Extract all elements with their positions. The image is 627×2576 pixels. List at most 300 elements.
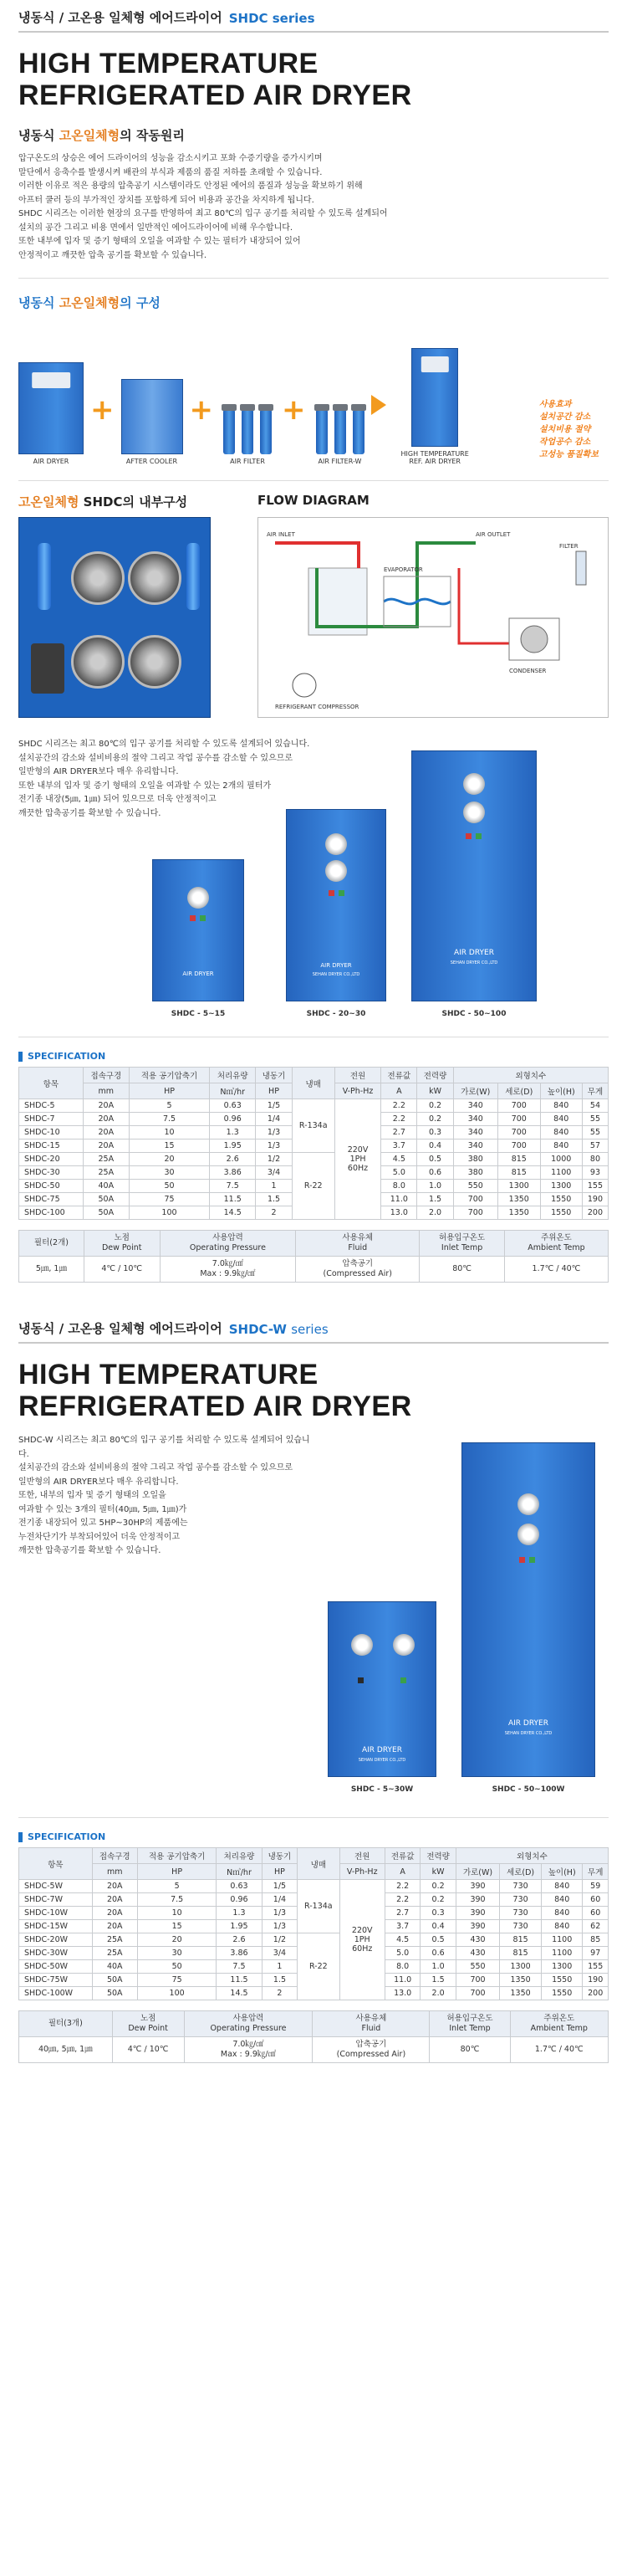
- principle-line: 설치의 공간 그리고 비용 면에서 일반적인 에어드라이어에 비해 우수합니다.: [18, 223, 293, 233]
- spec-unit-u_hp: HP: [137, 1864, 216, 1880]
- spec-cell: 2.6: [209, 1153, 255, 1166]
- comp-after-cooler-label: AFTER COOLER: [125, 458, 178, 465]
- spec-cell: 0.5: [417, 1153, 453, 1166]
- spec-cell: 7.5: [137, 1893, 216, 1907]
- spec-unit-width: 가로(W): [453, 1083, 497, 1099]
- spec-header-power: 전원: [334, 1068, 380, 1083]
- spec-cell: 840: [541, 1893, 582, 1907]
- spec-cell: 1/3: [262, 1907, 297, 1920]
- spec-cell: 0.63: [217, 1880, 262, 1893]
- composition-heading-pre: 냉동식: [18, 295, 59, 310]
- spec-cell: 155: [582, 1180, 608, 1193]
- spec-cell: 1350: [497, 1193, 540, 1206]
- flow-label-evaporator: EVAPORATOR: [384, 566, 423, 573]
- spec-cell: 340: [453, 1099, 497, 1113]
- cond-header-ko: 허용입구온도: [439, 1233, 486, 1242]
- spec-cell: 2.2: [385, 1893, 420, 1907]
- run-button-icon: [476, 833, 482, 839]
- product-medium: [286, 809, 386, 1001]
- gauge-icon: [187, 887, 209, 909]
- spec-cell: 390: [456, 1920, 499, 1933]
- spec-thead: [19, 1848, 609, 1880]
- benefit-title: 사용효과: [538, 400, 572, 409]
- spec-cell-model: SHDC-10: [19, 1126, 84, 1139]
- table-row: [19, 1099, 609, 1113]
- spec-cell: 15: [130, 1139, 210, 1153]
- spec-cell: 340: [453, 1139, 497, 1153]
- spec-unit-u_current: A: [385, 1864, 420, 1880]
- spec-cell: 3.7: [381, 1139, 417, 1153]
- principle-line: 아프터 쿨러 등의 부가적인 장치를 포함하게 되어 비용과 공간을 차지하게 됩니다.: [18, 195, 314, 205]
- spec-cell: 20A: [83, 1126, 129, 1139]
- fluid-line: (Compressed Air): [336, 2050, 406, 2059]
- cond-header-filter: 필터(2개): [19, 1231, 84, 1257]
- feature-line: 전기종 내장되어 있고 5HP~30HP의 제품에는: [18, 1518, 188, 1528]
- spec-cell: 840: [540, 1099, 582, 1113]
- spec-cell: 25A: [92, 1947, 137, 1960]
- principle-heading-post: 의 작동원리: [120, 128, 185, 143]
- result-line-1: HIGH TEMPERATURE: [400, 450, 469, 458]
- spec-cell-model: SHDC-30: [19, 1166, 84, 1180]
- feature-line: 여과할 수 있는 3개의 필터(40㎛, 5㎛, 1㎛)가: [18, 1504, 187, 1514]
- spec-cell: 0.4: [417, 1139, 453, 1153]
- spec-cell: 1300: [497, 1180, 540, 1193]
- pressure-line: 7.0㎏/㎠: [232, 2040, 264, 2049]
- power-line: 220V: [351, 1926, 373, 1935]
- spec-header-capacity: 처리유량: [209, 1068, 255, 1083]
- spec-cell: 1550: [540, 1206, 582, 1220]
- spec-header-hp: 적용 공기압축기: [137, 1848, 216, 1864]
- spec-cell-refrigerant: R-134a: [292, 1099, 334, 1153]
- spec-cell-refrigerant: R-134a: [298, 1880, 339, 1933]
- principle-line: SHDC 시리즈는 이러한 현장의 요구를 반영하여 최고 80℃의 입구 공기를 처리할 수 있도록 설계되어: [18, 209, 388, 218]
- comp-after-cooler: [121, 379, 183, 465]
- cond-header-dew_en: [112, 2011, 184, 2037]
- stop-button-icon: [190, 915, 196, 921]
- plus-icon: +: [90, 393, 115, 427]
- cond-header-op_en: [184, 2011, 313, 2037]
- spec-cell: 20A: [92, 1880, 137, 1893]
- stop-button-icon: [466, 833, 472, 839]
- spec-cell: 1/2: [262, 1933, 297, 1947]
- spec-cell: 20: [130, 1153, 210, 1166]
- fan-icon: [128, 635, 181, 689]
- spec-cell: 3/4: [256, 1166, 292, 1180]
- spec-cell-model: SHDC-75: [19, 1193, 84, 1206]
- cond-header-en: Ambient Temp: [528, 1243, 585, 1252]
- cond-header-ko: 사용압력: [232, 2014, 264, 2023]
- spec-table: [18, 1847, 609, 2000]
- product-label: AIR DRYER: [454, 949, 494, 957]
- principle-line: 압구온도의 상승은 에어 드라이어의 성능을 감소시키고 포화 수증기량을 증가시키며: [18, 154, 323, 163]
- spec-cell-model: SHDC-100W: [19, 1987, 93, 2000]
- spec-cell: 390: [456, 1880, 499, 1893]
- cond-header-ko: 주위온도: [543, 2014, 575, 2023]
- spec-cell: 700: [456, 1974, 499, 1987]
- title-line-1: HIGH TEMPERATURE: [18, 1359, 319, 1390]
- spec-cell-model: SHDC-50W: [19, 1960, 93, 1974]
- spec-cell: 380: [453, 1153, 497, 1166]
- spec-cell: 0.6: [417, 1166, 453, 1180]
- spec-cell: 0.4: [421, 1920, 456, 1933]
- spec-cell: 390: [456, 1893, 499, 1907]
- spec-cell: 30: [137, 1947, 216, 1960]
- spec-cell-model: SHDC-5: [19, 1099, 84, 1113]
- spec-cell: 50: [137, 1960, 216, 1974]
- shdc-products: [18, 754, 609, 1022]
- spec-header-model: 항목: [19, 1848, 93, 1880]
- feature-line: 일반형의 AIR DRYER보다 매우 유리합니다.: [18, 767, 179, 776]
- spec-cell: 0.3: [421, 1907, 456, 1920]
- spec-cell: 93: [582, 1166, 608, 1180]
- spec-cell: 3.86: [209, 1166, 255, 1180]
- spec-unit-depth: 세로(D): [497, 1083, 540, 1099]
- spec-cell: 0.2: [417, 1099, 453, 1113]
- spec-cell: 100: [130, 1206, 210, 1220]
- spec-cell: 0.5: [421, 1933, 456, 1947]
- principle-heading: [18, 126, 609, 144]
- spec-cell-refrigerant: R-22: [292, 1153, 334, 1220]
- spec-cell: 200: [583, 1987, 609, 2000]
- spec-cell: 100: [137, 1987, 216, 2000]
- product-caption: SHDC - 20~30: [306, 1010, 366, 1018]
- comp-air-filter-label: AIR FILTER: [230, 458, 265, 465]
- gauge-icon: [393, 1634, 415, 1656]
- spec-cell-model: SHDC-5W: [19, 1880, 93, 1893]
- benefit-item: 설치공간 감소: [538, 412, 591, 422]
- cond-pressure-value: [160, 1257, 296, 1283]
- principle-line: 말단에서 응축수를 발생시켜 배관의 부식과 제품의 품질 저하를 초래할 수 있습니다.: [18, 167, 323, 177]
- fluid-line: 압축공기: [342, 1259, 374, 1268]
- flow-label-compressor: REFRIGERANT COMPRESSOR: [275, 704, 359, 710]
- spec-cell: 54: [582, 1099, 608, 1113]
- internal-flow-headings: [18, 493, 609, 510]
- filter-icon: [353, 409, 364, 454]
- cond-header-filter: 필터(3개): [19, 2011, 113, 2037]
- filter-tank-icon: [38, 543, 51, 610]
- divider: [18, 480, 609, 481]
- comp-result: [401, 348, 469, 465]
- cond-header-amb_en: [504, 1231, 608, 1257]
- cond-header-row: [19, 1231, 609, 1257]
- spec-header-row: [19, 1848, 609, 1864]
- spec-cell: 75: [130, 1193, 210, 1206]
- spec-header-capacity: 처리유량: [217, 1848, 262, 1864]
- spec-cell: 1/4: [262, 1893, 297, 1907]
- spec-cell: 700: [453, 1206, 497, 1220]
- spec-cell: 11.5: [217, 1974, 262, 1987]
- spec-cell: 1.5: [256, 1193, 292, 1206]
- spec-cell: 1350: [500, 1974, 542, 1987]
- spec-cell: 390: [456, 1907, 499, 1920]
- spec-cell: 815: [500, 1933, 542, 1947]
- spec-cell: 50A: [92, 1987, 137, 2000]
- cond-fluid-value: [313, 2037, 430, 2063]
- spec-cell: 2.2: [385, 1880, 420, 1893]
- spec-cell: 1/2: [256, 1153, 292, 1166]
- spec-tbody: [19, 1099, 609, 1220]
- product-caption: SHDC - 50~100: [441, 1010, 507, 1018]
- gauge-icon: [325, 860, 347, 882]
- spec-cell: 14.5: [209, 1206, 255, 1220]
- power-line: 1PH: [354, 1935, 370, 1944]
- spec-header-refrigerant: 냉매: [298, 1848, 339, 1880]
- spec-header-port: 접속구경: [92, 1848, 137, 1864]
- principle-line: 안정적이고 깨끗한 압축 공기를 확보할 수 있습니다.: [18, 250, 207, 260]
- gauge-icon: [325, 833, 347, 855]
- table-row: [19, 1933, 609, 1947]
- spec-cell-model: SHDC-10W: [19, 1907, 93, 1920]
- filter-icon: [316, 409, 328, 454]
- cond-header-en: Inlet Temp: [441, 1243, 483, 1252]
- feature-line: 깨끗한 압축공기를 확보할 수 있습니다.: [18, 808, 161, 818]
- spec-cell: 10: [137, 1907, 216, 1920]
- spec-cell-model: SHDC-7W: [19, 1893, 93, 1907]
- spec-cell: 1/5: [256, 1099, 292, 1113]
- spec-cell: 1.95: [217, 1920, 262, 1933]
- composition-heading-post: 의 구성: [120, 295, 161, 310]
- spec-cell: 5: [130, 1099, 210, 1113]
- spec-cell: 815: [497, 1153, 540, 1166]
- spec-cell: 7.5: [217, 1960, 262, 1974]
- spec-cell: 1100: [541, 1947, 582, 1960]
- spec-cell: 700: [497, 1126, 540, 1139]
- benefit-item: 고성능 품질확보: [538, 450, 599, 459]
- spec-cell: 1350: [497, 1206, 540, 1220]
- spec-cell: 730: [500, 1920, 542, 1933]
- product-caption: SHDC - 5~30W: [350, 1785, 414, 1794]
- product-brand: SEHAN DRYER CO.,LTD: [450, 960, 498, 965]
- spec-cell: 0.6: [421, 1947, 456, 1960]
- spec-cell: 840: [541, 1920, 582, 1933]
- cond-header-en: Dew Point: [128, 2024, 168, 2033]
- product-brand: SEHAN DRYER CO.,LTD: [358, 1758, 406, 1763]
- spec-header-port: 접속구경: [83, 1068, 129, 1083]
- spec-header-refrigerant: 냉매: [292, 1068, 334, 1099]
- principle-text: [18, 152, 420, 263]
- spec-table: [18, 1067, 609, 1220]
- spec-unit-u_port: mm: [92, 1864, 137, 1880]
- pressure-line: Max : 9.9㎏/㎠: [200, 1269, 256, 1278]
- compressor-icon: [31, 643, 64, 694]
- spec-cell: 5.0: [385, 1947, 420, 1960]
- cond-header-en: Dew Point: [101, 1243, 142, 1252]
- spec-unit-height: 높이(H): [540, 1083, 582, 1099]
- cond-header-amb_en: [510, 2011, 608, 2037]
- title-line-2: REFRIGERATED AIR DRYER: [18, 1390, 412, 1422]
- spec-cell-model: SHDC-50: [19, 1180, 84, 1193]
- spec-cell: 2: [262, 1987, 297, 2000]
- spec-cell: 1550: [541, 1974, 582, 1987]
- cond-header-dew_en: [84, 1231, 160, 1257]
- spec-cell: 55: [582, 1126, 608, 1139]
- cond-header-en: Fluid: [361, 2024, 381, 2033]
- spec-cell: 1/5: [262, 1880, 297, 1893]
- spec-cell: 40A: [92, 1960, 137, 1974]
- header-series: SHDC series: [228, 11, 315, 26]
- spec-cell: 2: [256, 1206, 292, 1220]
- comp-air-dryer-label: AIR DRYER: [33, 458, 69, 465]
- spec-cell: 340: [453, 1126, 497, 1139]
- spec-cell: 20: [137, 1933, 216, 1947]
- spec-cell: 25A: [83, 1153, 129, 1166]
- spec-cell: 1100: [541, 1933, 582, 1947]
- header-korean: 냉동식 / 고온용 일체형 에어드라이어: [18, 10, 222, 25]
- spec-cell: 20A: [92, 1893, 137, 1907]
- arrow-right-icon: [371, 395, 386, 415]
- spec-cell-model: SHDC-20: [19, 1153, 84, 1166]
- spec-header-model: 항목: [19, 1068, 84, 1099]
- result-line-2: REF. AIR DRYER: [409, 458, 461, 465]
- spec-cell: 700: [497, 1099, 540, 1113]
- spec-thead: [19, 1068, 609, 1099]
- spec-cell: 25A: [92, 1933, 137, 1947]
- cond-header-fluid_en: [296, 1231, 420, 1257]
- spec-cell-model: SHDC-7: [19, 1113, 84, 1126]
- spec-cell-power: [334, 1099, 380, 1220]
- spec-header-dims: 외형치수: [456, 1848, 608, 1864]
- cond-header-ko: 허용입구온도: [446, 2014, 493, 2023]
- spec-cell: 1.3: [209, 1126, 255, 1139]
- cond-header-en: Operating Pressure: [189, 1243, 266, 1252]
- spec-unit-weight: 무게: [583, 1864, 609, 1880]
- filter-tank-icon: [186, 543, 200, 610]
- cond-header-inlet_en: [430, 2011, 510, 2037]
- feature-line: SHDC 시리즈는 최고 80℃의 입구 공기를 처리할 수 있도록 설계되어 있습니다.: [18, 740, 310, 749]
- heading-bar-icon: [18, 1052, 23, 1062]
- spec-cell: 50A: [83, 1193, 129, 1206]
- spec-heading: [18, 1831, 609, 1842]
- spec-cell: 430: [456, 1933, 499, 1947]
- feature-line: 또한, 내부의 입자 및 증기 형태의 오일을: [18, 1491, 166, 1500]
- spec-cell: 1.5: [417, 1193, 453, 1206]
- spec-cell: 5: [137, 1880, 216, 1893]
- spec-cell: 1550: [540, 1193, 582, 1206]
- section-header: [18, 1311, 609, 1344]
- spec-unit-width: 가로(W): [456, 1864, 499, 1880]
- title-line-2: REFRIGERATED AIR DRYER: [18, 79, 412, 111]
- spec-cell: 20A: [83, 1139, 129, 1153]
- composition-diagram: [18, 323, 609, 465]
- flow-heading: FLOW DIAGRAM: [257, 493, 370, 508]
- spec-cell: 700: [497, 1113, 540, 1126]
- principle-line: 또한 내부에 입자 및 증기 형태의 오일을 여과할 수 있는 필터가 내장되어 있어: [18, 237, 301, 246]
- spec-cell: 60: [583, 1893, 609, 1907]
- spec-header-current: 전류값: [385, 1848, 420, 1864]
- spec-unit-u_hp: HP: [130, 1083, 210, 1099]
- spec-heading: [18, 1051, 609, 1062]
- cond-header-row: [19, 2011, 609, 2037]
- stop-button-icon: [329, 890, 334, 896]
- spec-cell: 2.2: [381, 1099, 417, 1113]
- flow-diagram: [257, 517, 609, 718]
- internal-heading-post: SHDC의 내부구성: [79, 494, 188, 510]
- spec-heading-text: SPECIFICATION: [28, 1831, 106, 1842]
- spec-cell: 190: [583, 1974, 609, 1987]
- feature-line: SHDC-W 시리즈는 최고 80℃의 입구 공기를 처리할 수 있도록 설계되어 있습니다.: [18, 1436, 310, 1459]
- feature-line: 또한 내부의 입자 및 증기 형태의 오일을 여과할 수 있는 2개의 필터가: [18, 781, 272, 791]
- spec-cell: 55: [582, 1113, 608, 1126]
- spec-header-hp: 적용 공기압축기: [130, 1068, 210, 1083]
- spec-cell: 50A: [92, 1974, 137, 1987]
- spec-cell: 2.6: [217, 1933, 262, 1947]
- flow-label-inlet: AIR INLET: [267, 531, 295, 538]
- cond-header-ko: 노점: [140, 2014, 156, 2023]
- internal-heading: [18, 493, 227, 510]
- feature-line: 깨끗한 압축공기를 확보할 수 있습니다.: [18, 1546, 161, 1555]
- cond-inlet-value: 80℃: [430, 2037, 510, 2063]
- divider: [18, 278, 609, 279]
- spec-cell: 815: [497, 1166, 540, 1180]
- spec-cell: 190: [582, 1193, 608, 1206]
- spec-cell: 0.96: [217, 1893, 262, 1907]
- condition-table: [18, 2010, 609, 2063]
- spec-header-ref_machine: 냉동기: [256, 1068, 292, 1083]
- composition-heading-em: 고온일체형: [59, 295, 120, 310]
- gauge-icon: [463, 773, 485, 795]
- spec-cell: 57: [582, 1139, 608, 1153]
- power-line: 60Hz: [347, 1164, 369, 1173]
- pressure-line: 7.0㎏/㎠: [212, 1259, 244, 1268]
- spec-cell: 1/4: [256, 1113, 292, 1126]
- stop-button-icon: [519, 1557, 525, 1563]
- switch-icon: [358, 1677, 364, 1683]
- air-filter-image: [220, 362, 275, 454]
- comp-result-label: [401, 450, 469, 465]
- spec-cell: 50: [130, 1180, 210, 1193]
- fan-icon: [71, 551, 125, 605]
- spec-cell: 815: [500, 1947, 542, 1960]
- principle-line: 이러한 이유로 적은 용량의 압축공기 시스템이라도 안정된 에어의 품질과 성능을 확보하기 위해: [18, 182, 363, 191]
- plus-icon: +: [282, 393, 306, 427]
- table-row: [19, 1153, 609, 1166]
- comp-air-filter: [220, 362, 275, 465]
- cond-header-en: Fluid: [348, 1243, 368, 1252]
- spec-cell: 840: [541, 1907, 582, 1920]
- benefit-item: 작업공수 감소: [538, 438, 591, 447]
- product-label: AIR DRYER: [320, 962, 352, 969]
- feature-line: 일반형의 AIR DRYER보다 매우 유리합니다.: [18, 1477, 179, 1487]
- flow-label-outlet: AIR OUTLET: [476, 531, 511, 538]
- spec-cell: 700: [453, 1193, 497, 1206]
- product-w-small: [328, 1601, 436, 1777]
- spec-cell: 840: [540, 1126, 582, 1139]
- fan-icon: [71, 635, 125, 689]
- spec-cell: 0.2: [421, 1893, 456, 1907]
- spec-cell: 15: [137, 1920, 216, 1933]
- flow-diagram-svg: [258, 518, 608, 717]
- spec-cell: 1/3: [262, 1920, 297, 1933]
- spec-cell: 97: [583, 1947, 609, 1960]
- spec-cell: 840: [540, 1139, 582, 1153]
- run-button-icon: [529, 1557, 535, 1563]
- cond-header-ko: 노점: [114, 1233, 130, 1242]
- spec-cell: 1350: [500, 1987, 542, 2000]
- spec-cell: 1000: [540, 1153, 582, 1166]
- hightemp-dryer-image: [411, 348, 458, 447]
- spec-cell: 2.7: [381, 1126, 417, 1139]
- spec-cell: 155: [583, 1960, 609, 1974]
- spec-cell: 1: [262, 1960, 297, 1974]
- shdcw-feature-text: [18, 1434, 319, 1559]
- spec-cell-model: SHDC-30W: [19, 1947, 93, 1960]
- spec-unit-u_cap: N㎥/hr: [217, 1864, 262, 1880]
- divider: [18, 1817, 609, 1818]
- cond-ambient-value: 1.7℃ / 40℃: [510, 2037, 608, 2063]
- principle-heading-em: 고온일체형: [59, 128, 120, 143]
- cond-header-inlet_en: [420, 1231, 505, 1257]
- spec-cell: 25A: [83, 1166, 129, 1180]
